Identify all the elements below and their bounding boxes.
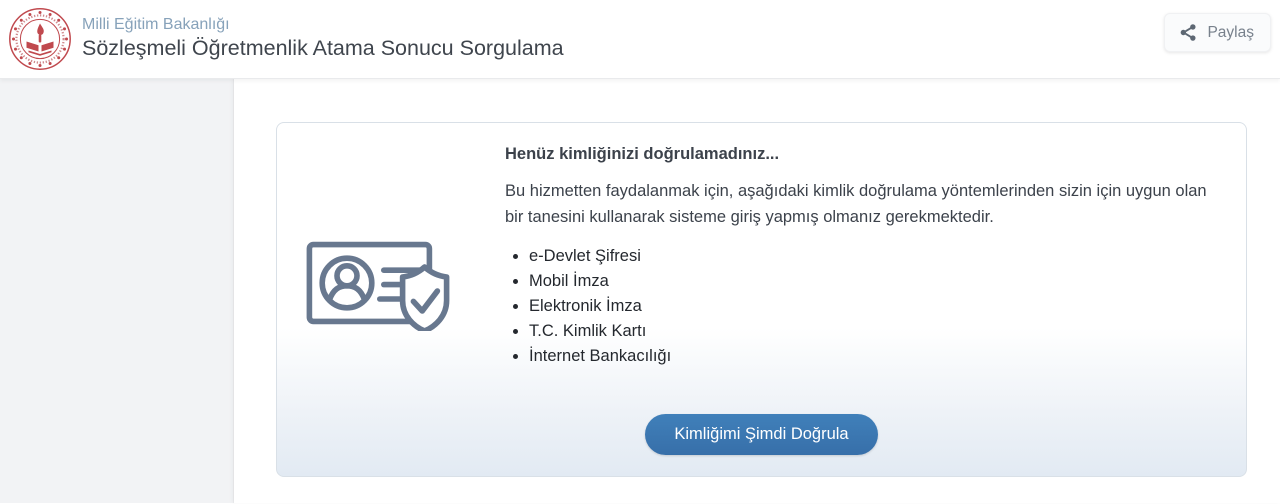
auth-method-item: • Mobil İmza (529, 269, 1220, 294)
auth-method-item: • e-Devlet Şifresi (529, 244, 1220, 269)
card-row (277, 123, 1246, 370)
auth-method-item: • İnternet Bankacılığı (529, 344, 1220, 369)
id-card-shield-check-icon (277, 123, 489, 331)
verify-identity-button[interactable]: Kimliğimi Şimdi Doğrula (645, 414, 877, 455)
page-title: Sözleşmeli Öğretmenlik Atama Sonucu Sorgulama (82, 36, 564, 61)
brand (0, 3, 564, 75)
auth-method-item: • T.C. Kimlik Kartı (529, 319, 1220, 344)
auth-method-item: • Elektronik İmza (529, 294, 1220, 319)
card-heading: Henüz kimliğinizi doğrulamadınız... (505, 145, 780, 163)
cta-row (277, 414, 1246, 455)
sidebar (0, 79, 234, 503)
header-titles (82, 15, 564, 64)
meb-logo (8, 7, 72, 71)
identity-verification-card (276, 122, 1247, 477)
header (0, 0, 1280, 79)
ministry-name: Milli Eğitim Bakanlığı (82, 15, 230, 33)
page-body (0, 79, 1280, 503)
share-icon (1179, 23, 1198, 42)
card-description: Bu hizmetten faydalanmak için, aşağıdaki kimlik doğrulama yöntemlerinden sizin için uygun olan bir tanesini kullanarak sisteme giriş yapmış olmanız gerekmektedir. (505, 182, 1207, 226)
auth-methods-list (505, 244, 1220, 369)
card-texts (489, 123, 1246, 370)
share-label: Paylaş (1207, 23, 1254, 41)
main-content (234, 79, 1280, 503)
share-button[interactable] (1164, 13, 1271, 52)
